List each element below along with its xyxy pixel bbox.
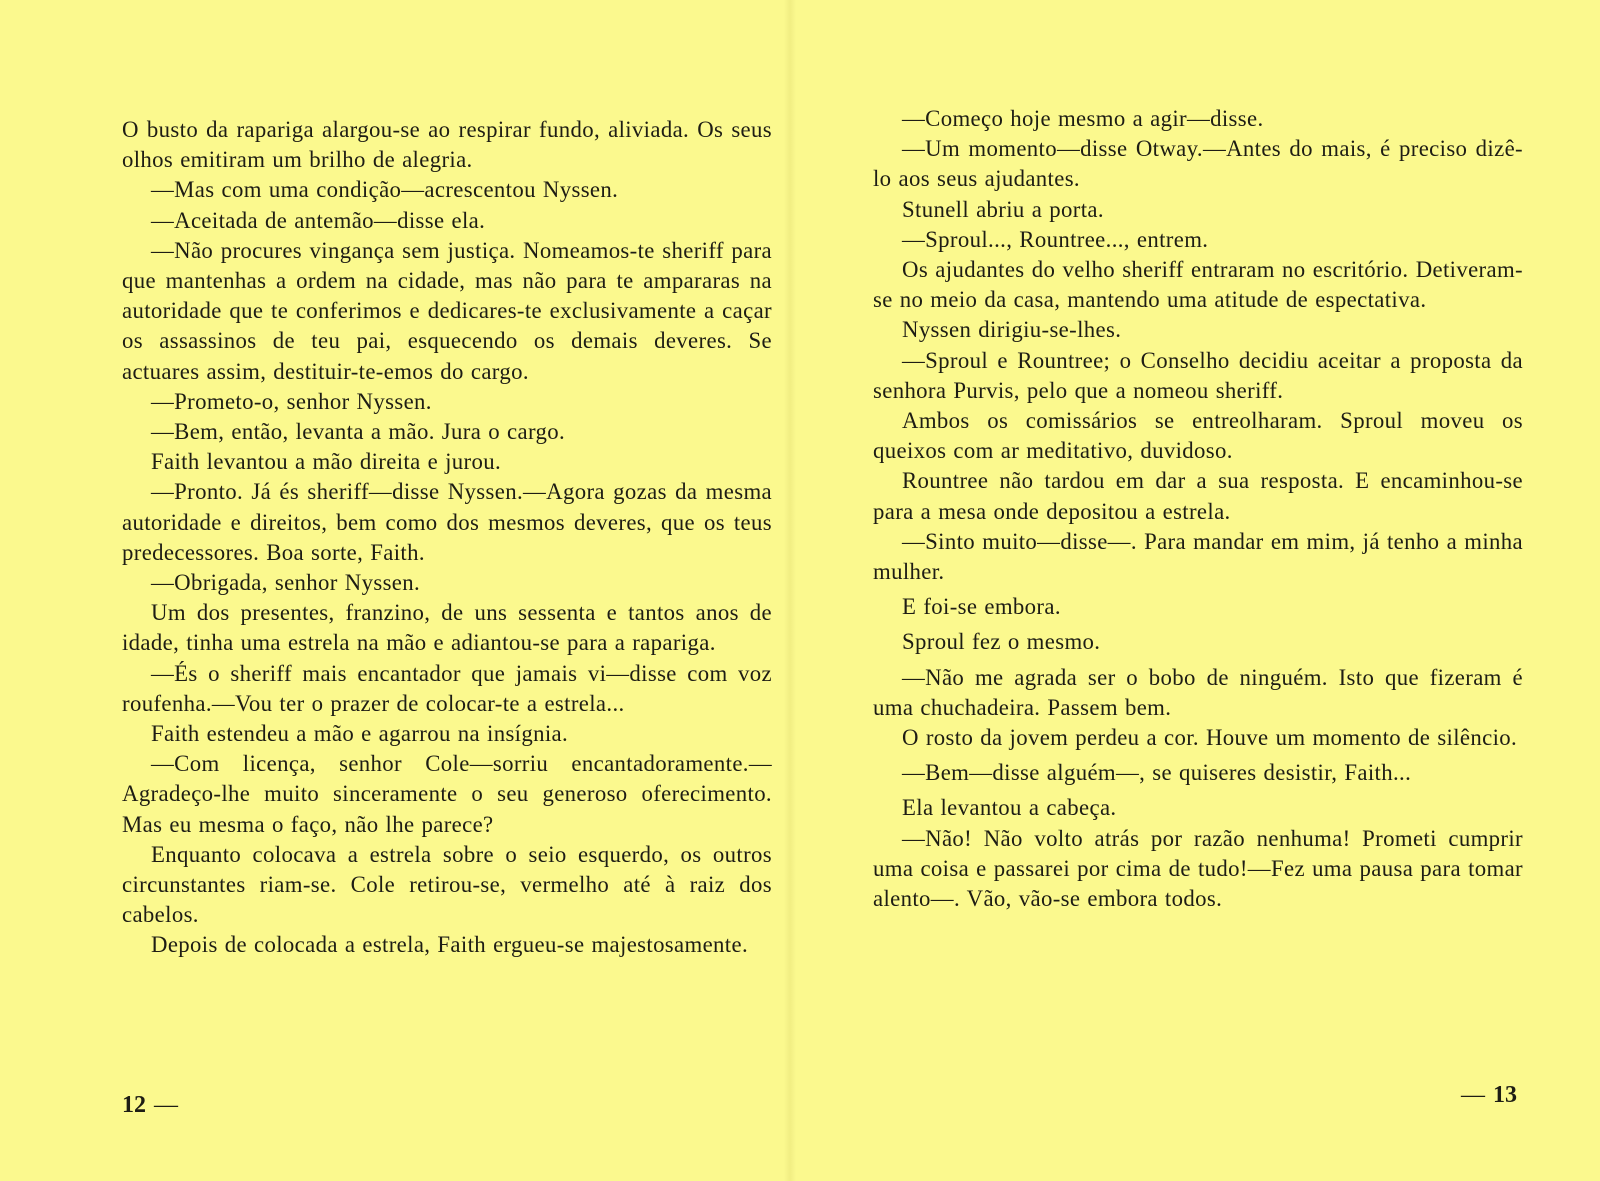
- right-page-text: [873, 104, 1523, 914]
- paragraph: O busto da rapariga alargou-se ao respirar fundo, aliviada. Os seus olhos emitiram um brilho de alegria.: [122, 117, 772, 173]
- paragraph: —Não procures vingança sem justiça. Nomeamos-te sheriff para que mantenhas a ordem na cidade, mas não para te ampararas na autoridade que te conferimos e dedicares-te exclusivamente a caçar os assassinos de teu pai, esquecendo os demais deveres. Se actuares assim, destituir-te-emos do cargo.: [122, 237, 772, 384]
- page-number-left: [122, 1092, 186, 1119]
- page-dash: —: [154, 1092, 178, 1118]
- paragraph: Ambos os comissários se entreolharam. Sproul moveu os queixos com ar meditativo, duvidoso.: [873, 408, 1523, 464]
- paragraph: Nyssen dirigiu-se-lhes.: [902, 317, 1122, 343]
- paragraph: —Não! Não volto atrás por razão nenhuma! Prometi cumprir uma coisa e passarei por cima de tudo!—Fez uma pausa para tomar alento—. Vão, vão-se embora todos.: [873, 825, 1523, 912]
- paragraph: O rosto da jovem perdeu a cor. Houve um momento de silêncio.: [902, 725, 1518, 751]
- paragraph: Faith estendeu a mão e agarrou na insígnia.: [151, 721, 569, 747]
- page-number: 13: [1493, 1082, 1517, 1108]
- paragraph: —Prometo-o, senhor Nyssen.: [151, 388, 432, 414]
- paragraph: —Bem—disse alguém—, se quiseres desistir, Faith...: [902, 760, 1412, 786]
- paragraph: —És o sheriff mais encantador que jamais vi—disse com voz roufenha.—Vou ter o prazer de colocar-te a estrela...: [122, 660, 772, 716]
- paragraph: —Um momento—disse Otway.—Antes do mais, é preciso dizê-lo aos seus ajudantes.: [873, 136, 1523, 192]
- page-number-right: [1453, 1082, 1517, 1109]
- paragraph: —Sinto muito—disse—. Para mandar em mim, já tenho a minha mulher.: [873, 528, 1523, 585]
- page-fold: [784, 0, 796, 1181]
- paragraph: —Não me agrada ser o bobo de ninguém. Isto que fizeram é uma chuchadeira. Passem bem.: [873, 664, 1523, 720]
- paragraph: Sproul fez o mesmo.: [902, 629, 1101, 655]
- paragraph: —Obrigada, senhor Nyssen.: [151, 570, 421, 596]
- paragraph: Os ajudantes do velho sheriff entraram no escritório. Detiveram-se no meio da casa, mantendo uma atitude de espectativa.: [873, 257, 1523, 313]
- paragraph: —Começo hoje mesmo a agir—disse.: [902, 106, 1264, 131]
- page-number: 12: [122, 1092, 146, 1118]
- paragraph: Enquanto colocava a estrela sobre o seio esquerdo, os outros circunstantes riam-se. Cole retirou-se, vermelho até à raiz dos cabelos.: [122, 841, 772, 928]
- paragraph: —Mas com uma condição—acrescentou Nyssen.: [151, 177, 619, 203]
- paragraph: Faith levantou a mão direita e jurou.: [151, 449, 502, 475]
- paragraph: Stunell abriu a porta.: [902, 196, 1104, 222]
- paragraph: Rountree não tardou em dar a sua resposta. E encaminhou-se para a mesa onde depositou a estrela.: [873, 468, 1523, 524]
- paragraph: —Sproul e Rountree; o Conselho decidiu aceitar a proposta da senhora Purvis, pelo que a nomeou sheriff.: [873, 347, 1523, 403]
- paragraph: —Com licença, senhor Cole—sorriu encantadoramente.—Agradeço-lhe muito sinceramente o seu generoso oferecimento. Mas eu mesma o faço, não lhe parece?: [122, 751, 772, 837]
- paragraph: —Aceitada de antemão—disse ela.: [151, 207, 486, 233]
- paragraph: —Sproul..., Rountree..., entrem.: [902, 226, 1209, 252]
- paragraph: —Pronto. Já és sheriff—disse Nyssen.—Agora gozas da mesma autoridade e direitos, bem como dos mesmos deveres, que os teus predecessores. Boa sorte, Faith.: [122, 479, 772, 565]
- page-dash: —: [1461, 1082, 1485, 1108]
- paragraph: Ela levantou a cabeça.: [902, 795, 1117, 821]
- paragraph: Depois de colocada a estrela, Faith ergueu-se majestosamente.: [151, 932, 749, 958]
- paragraph: E foi-se embora.: [902, 594, 1061, 620]
- paragraph: —Bem, então, levanta a mão. Jura o cargo.: [151, 419, 566, 445]
- left-page-text: [122, 115, 772, 961]
- paragraph: Um dos presentes, franzino, de uns sessenta e tantos anos de idade, tinha uma estrela na mão e adiantou-se para a rapariga.: [122, 600, 772, 656]
